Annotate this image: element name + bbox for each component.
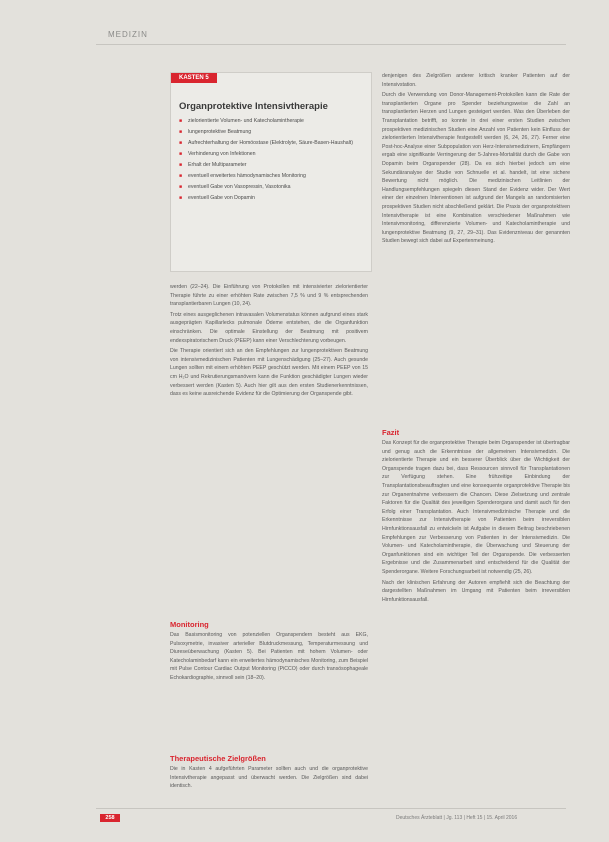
box-list-item: ■ Erhalt der Multiparameter [179, 162, 365, 169]
info-box [170, 72, 372, 272]
page-number: 258 [100, 814, 120, 822]
box-list-item: ■ eventuell Gabe von Vasopressin, Vasotonika [179, 184, 365, 191]
box-list [179, 118, 365, 206]
body-paragraph: Nach der klinischen Erfahrung der Autoren empfiehlt sich die Beachtung der dargestellten Maßnahmen im Umgang mit Patienten beim irreversiblen Hirnfunktionsausfall. [382, 579, 570, 603]
body-paragraph: Die Therapie orientiert sich an den Empfehlungen zur lungenprotektiven Beatmung von intensivmedizinischen Patienten mit Lungenschädigung (25–27). Auch gesunde Lungen sollten mit einem erhöhten PEEP geschützt werden. Mit einem PEEP von 15 cm H₂O und Rekrutierungsmanövern kann die Funktion geschädigter Lungen wieder verbessert werden (Kasten 5). Auch hier gilt aus den ersten Studienerkenntnissen, dass es keine ausreichende Evidenz für die Optimierung der Organspende gibt. [170, 348, 368, 398]
section-header: MEDIZIN [108, 30, 148, 39]
right-column-fazit [382, 428, 570, 606]
box-list-item: ■ Verhinderung von Infektionen [179, 151, 365, 158]
body-paragraph: Die in Kasten 4 aufgeführten Parameter sollten auch und die organprotektive Intensivtherapie angepasst und überwacht werden. Die Zielgrößen sind dabei identisch. [170, 766, 368, 790]
box-list-item: ■ eventuell Gabe von Dopamin [179, 195, 365, 202]
right-column-top [382, 72, 570, 248]
therapy-heading: Therapeutische Zielgrößen [170, 754, 266, 763]
fazit-heading: Fazit [382, 428, 400, 437]
footer-rule [96, 808, 566, 809]
monitoring-heading: Monitoring [170, 620, 209, 629]
journal-citation: Deutsches Ärzteblatt | Jg. 113 | Heft 15 | 15. April 2016 [396, 815, 518, 821]
body-paragraph: Das Konzept für die organprotektive Therapie beim Organspender ist übertragbar und genug auch die Erkenntnisse der allgemeinen Intensivmedizin. Die zielorientierte Therapie und ein besserer Überblick über die Wichtigkeit der Organspende tragen dazu bei, dass Ressourcen sinnvoll für Transplantationen zur Verfügung stehen. Eine frühzeitige Einbindung der Transplantationsbeauftragten und eine konsequente organprotektive Therapie bis zur Organentnahme verbessern die Chancen. Diese Zielsetzung und zentrale Faktoren für die Qualität des jeweiligen Spenderorgans und damit auch für den Erfolg einer Transplantation. Auch Intensivmedizinische Therapie und die Erkenntnisse zur Intensivtherapie von Patienten beim irreversiblen Hirnfunktionsausfall zu entwickeln ist Aufgabe in diesem Beitrag beschriebenen Empfehlungen zur Verbesserung von Patienten in der Intensivmedizin. Die Volumen- und Katecholamintherapie, die Überwachung und Steuerung der Organfunktionen sind ein wichtiger Teil der Organspende. Die verbesserten Ergebnisse und die Zusammenarbeit sind entscheidend für die Qualität der Spenderorgane. Weitere Forschungsarbeit ist notwendig (25, 26). [382, 440, 570, 575]
body-paragraph: Das Basismonitoring von potenziellen Organspendern besteht aus EKG, Pulsoxymetrie, invasiver arterieller Blutdruckmessung, Temperaturmessung und Diureseüberwachung (Kasten 5). Bei Patienten mit hohem Volumen- oder Katecholaminbedarf kann ein erweitertes hämodynamisches Monitoring, zum Beispiel mit Pulse Contour Cardiac Output Monitoring (PiCCO) oder durch transösophageale Echokardiographie, sinnvoll sein (18–20). [170, 632, 368, 681]
body-paragraph: Trotz eines ausgeglichenen intravasalen Volumenstatus können aufgrund eines stark ausgeprägten Kapillarlecks pulmonale Ödeme entstehen, die die Organfunktion einschränken. Die optimale Einstellung der Beatmung mit positivem endexspiratorischem Druck (PEEP) kann einer Verschlechterung vorbeugen. [170, 311, 368, 344]
body-paragraph: Durch die Verwendung von Donor-Management-Protokollen kann die Rate der transplantierten Organe pro Spender beziehungsweise die Zahl an transplantierten Herzen und Lungen gesteigert werden. Was den Überleben der Transplantation betrifft, so konnte in drei einer ersten Studien zwischen prospektiven medizinischen Studien eine Anzahl von Patienten kein Einfluss der zielorientierten Intensivtherapie festgestellt werden (6, 24, 26, 27). Ferner eine Post-hoc-Analyse einer Subpopulation von Herz-Intensivmedizinern, Empfängern ergab eine signifikante Verringerung der 5-Jahres-Mortalität durch die Gabe von Dopamin beim Organspender (28). Da es sich hierbei jedoch um eine Sekundäranalyse der Studie von Schnuelle et al. handelt, ist eine sichere Bewertung nicht möglich. Die medizinischen Leitlinien der Handlungsempfehlungen spiegeln diesen Stand der Evidenz wider. Der Wert einer der einzelnen Interventionen ist aufgrund der Mangels an randomisierten prospektiven Studien nicht abschließend geklärt. Die Praxis der organprotektiven Intensivtherapie ist eine Kombination verschiedener Maßnahmen wie Intensivmonitoring, differenzierte Volumen- und Katecholamintherapie und lungenprotektive Beatmung (9, 27, 29–31). Das Evidenzniveau der genannten Studien bewegt sich dabei auf Expertenmeinung. [382, 92, 570, 245]
box-list-item: ■ Aufrechterhaltung der Homöostase (Elektrolyte, Säure-Basen-Haushalt) [179, 140, 365, 147]
left-column-monitoring [170, 620, 368, 685]
body-paragraph: werden (22–24). Die Einführung von Protokollen mit intensivierter zielorientierter Therapie führte zu einer erhöhten Rate zwischen 7,5 % und 9 % entsprechenden transplantierbaren Lungen (10, 24). [170, 284, 368, 308]
header-rule [96, 44, 566, 45]
box-list-item: ■ zielorientierte Volumen- und Katecholamintherapie [179, 118, 365, 125]
box-list-item: ■ eventuell erweitertes hämodynamisches Monitoring [179, 173, 365, 180]
body-paragraph: denjenigen des Zielgrößen anderer kritisch kranker Patienten auf der Intensivstation. [382, 73, 570, 88]
left-column-top [170, 283, 368, 401]
box-list-item: ■ lungenprotektive Beatmung [179, 129, 365, 136]
left-column-therapy [170, 754, 368, 793]
box-title: Organprotektive Intensivtherapie [179, 101, 328, 112]
box-tab-label: KASTEN 5 [171, 73, 217, 83]
